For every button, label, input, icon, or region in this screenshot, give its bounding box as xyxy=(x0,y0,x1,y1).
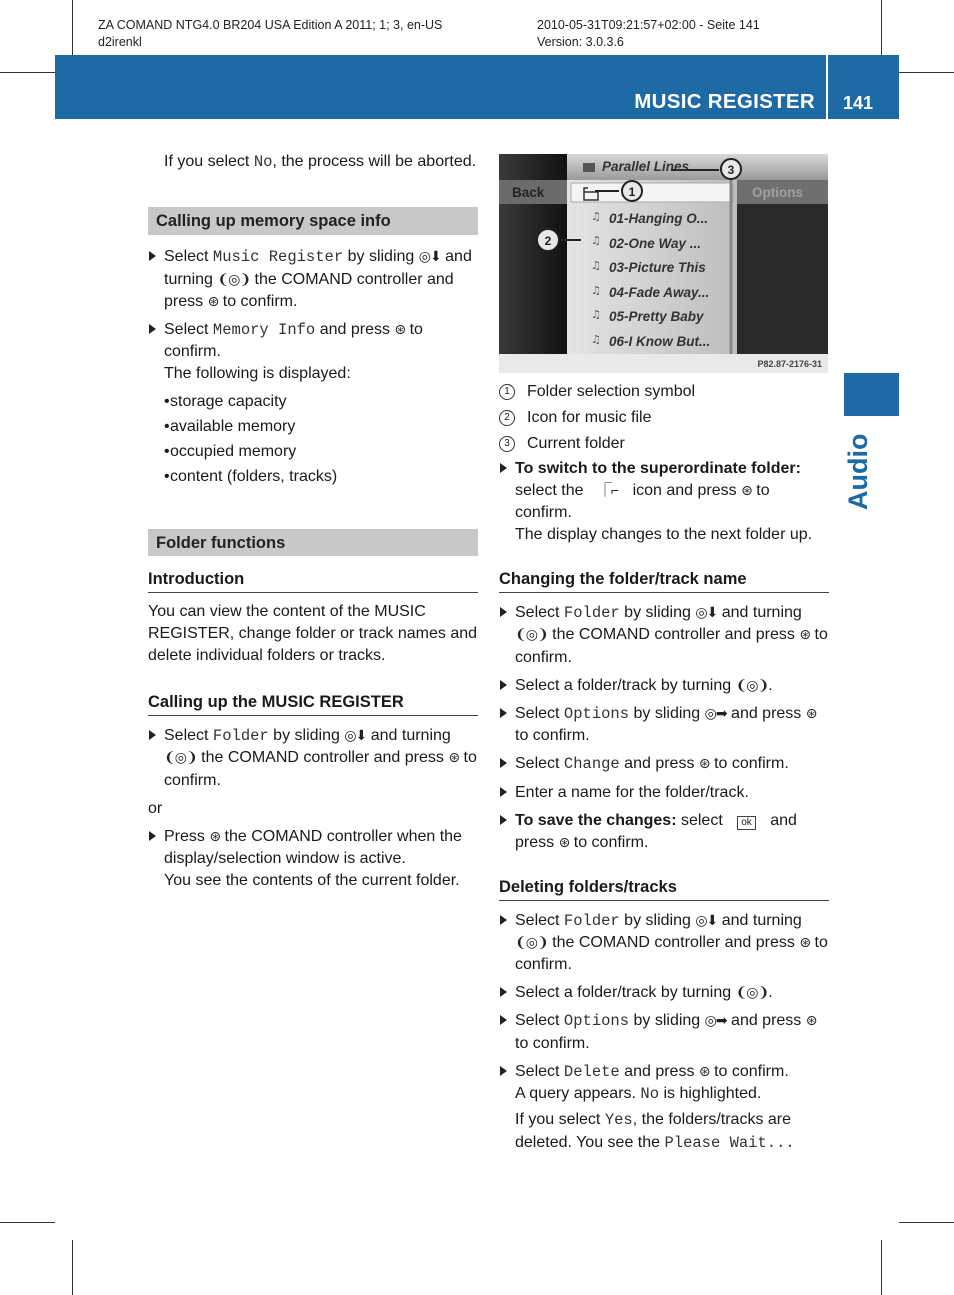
text: If you select xyxy=(164,153,254,170)
text: to confirm. xyxy=(709,755,789,773)
text: , the process will be aborted. xyxy=(272,153,477,170)
crop-mark xyxy=(0,72,55,73)
step-item xyxy=(499,753,829,775)
controller-slide-right-icon: ◎➡ xyxy=(704,1012,727,1029)
subheading-change-name: Changing the folder/track name xyxy=(499,568,829,593)
step-item xyxy=(499,1061,829,1155)
text: and press xyxy=(619,1062,699,1080)
step-item xyxy=(499,703,829,747)
display-text: Options xyxy=(563,1012,630,1031)
print-meta-line: 2010-05-31T09:21:57+02:00 - Seite 141 xyxy=(537,18,760,32)
svg-text:♫: ♫ xyxy=(591,308,601,321)
print-meta-line: Version: 3.0.3.6 xyxy=(537,34,624,49)
step-emphasis: To switch to the superordinate folder: xyxy=(515,460,801,477)
text: the COMAND controller and press xyxy=(547,933,800,951)
step-item: Enter a name for the folder/track. xyxy=(499,782,829,804)
text: the COMAND controller and press xyxy=(196,749,449,767)
text: and press xyxy=(726,704,806,722)
step-item xyxy=(148,725,478,792)
text: the COMAND controller and press xyxy=(164,270,454,310)
display-text: Folder xyxy=(563,604,620,623)
current-folder-name: Parallel Lines xyxy=(602,159,690,174)
list-item: • storage capacity xyxy=(148,391,478,413)
text: If you select xyxy=(515,1111,605,1129)
text: Select xyxy=(515,604,564,622)
track-item[interactable]: 06-I Know But... xyxy=(609,333,711,349)
introduction-text: You can view the content of the MUSIC REGISTER, change folder or track names and delete individual folders or tracks. xyxy=(148,603,478,665)
display-text: Change xyxy=(563,755,620,774)
text: by sliding xyxy=(629,1012,705,1030)
step-note: The following is displayed: xyxy=(164,365,351,383)
controller-turn-icon: ❨◎❩ xyxy=(515,626,548,643)
options-button[interactable]: Options xyxy=(752,185,803,200)
or-separator: or xyxy=(148,799,163,817)
step-note xyxy=(515,1109,829,1154)
callout-label: 1 xyxy=(628,185,636,199)
section-bar-memory-info: Calling up memory space info xyxy=(148,207,478,235)
display-text: Memory Info xyxy=(212,320,316,339)
step-item xyxy=(499,458,829,546)
text: to confirm. xyxy=(569,833,649,851)
text: to confirm. xyxy=(515,482,770,522)
track-item[interactable]: 02-One Way ... xyxy=(609,235,702,251)
display-text: Music Register xyxy=(212,248,344,267)
text: Select a folder/track by turning xyxy=(515,676,736,694)
step-item xyxy=(499,982,829,1004)
folder-up-icon: ⎾⌐ xyxy=(597,482,619,499)
crop-mark xyxy=(899,1222,954,1223)
text: is highlighted. xyxy=(659,1084,762,1102)
text: A query appears. xyxy=(515,1084,641,1102)
text: by sliding xyxy=(343,248,419,266)
legend-number: 1 xyxy=(499,384,515,400)
text: . xyxy=(768,984,773,1002)
controller-turn-icon: ❨◎❩ xyxy=(217,270,251,287)
folder-icon xyxy=(583,163,595,172)
legend-number: 3 xyxy=(499,436,515,452)
controller-press-icon: ⊛ xyxy=(207,292,219,309)
section-bar-folder-functions: Folder functions xyxy=(148,529,478,557)
print-meta-right xyxy=(537,17,760,51)
text: to confirm. xyxy=(164,320,423,361)
chapter-side-label: Audio xyxy=(843,433,873,510)
step-item xyxy=(499,1010,829,1054)
page-number: 141 xyxy=(842,93,873,113)
controller-press-icon: ⊛ xyxy=(394,320,406,337)
controller-slide-down-icon: ◎⬇ xyxy=(695,911,718,928)
text: the COMAND controller and press xyxy=(547,626,800,644)
step-item xyxy=(148,246,478,313)
text: by sliding xyxy=(629,704,705,722)
callout-label: 3 xyxy=(727,163,735,177)
step-item xyxy=(499,810,829,854)
svg-text:♫: ♫ xyxy=(591,259,601,272)
callout-label: 2 xyxy=(544,234,552,248)
text: and turning xyxy=(164,248,472,288)
text: select xyxy=(676,811,728,829)
crop-mark xyxy=(72,0,73,55)
display-text: No xyxy=(640,1084,660,1103)
text: to confirm. xyxy=(218,292,298,310)
subheading-delete: Deleting folders/tracks xyxy=(499,876,829,901)
controller-slide-down-icon: ◎⬇ xyxy=(344,727,367,744)
print-meta-line: ZA COMAND NTG4.0 BR204 USA Edition A 2011; 1; 3, en-US xyxy=(98,18,443,32)
subheading-call-up: Calling up the MUSIC REGISTER xyxy=(148,691,478,716)
crop-mark xyxy=(881,1240,882,1295)
controller-turn-icon: ❨◎❩ xyxy=(735,676,769,693)
controller-press-icon: ⊛ xyxy=(799,933,811,950)
text: and press xyxy=(315,320,395,338)
text: by sliding xyxy=(619,604,696,622)
controller-press-icon: ⊛ xyxy=(448,749,460,766)
subheading-introduction: Introduction xyxy=(148,568,478,593)
text: by sliding xyxy=(268,727,345,745)
text: Select xyxy=(515,1012,564,1030)
chapter-header-band xyxy=(55,55,899,119)
legend-item xyxy=(499,407,829,429)
figure-legend xyxy=(499,381,829,459)
display-text: Yes xyxy=(604,1111,633,1130)
text: to confirm. xyxy=(515,626,828,666)
comand-display-screenshot xyxy=(499,154,828,373)
text: to confirm. xyxy=(709,1062,789,1080)
text: Select xyxy=(515,704,564,722)
legend-text: Current folder xyxy=(527,435,625,453)
controller-slide-down-icon: ◎⬇ xyxy=(695,604,718,621)
text: Select xyxy=(515,911,564,929)
controller-slide-right-icon: ◎➡ xyxy=(704,704,727,721)
step-note: You see the contents of the current folder. xyxy=(164,871,460,889)
text: Select xyxy=(164,320,213,338)
step-emphasis: To save the changes: xyxy=(515,811,677,829)
display-text: Delete xyxy=(563,1062,620,1081)
track-item[interactable]: 05-Pretty Baby xyxy=(609,309,704,325)
text: Press xyxy=(164,827,210,845)
step-note: The display changes to the next folder up. xyxy=(515,526,813,544)
chapter-tab xyxy=(844,373,899,416)
text: to confirm. xyxy=(515,933,828,973)
text: Select a folder/track by turning xyxy=(515,984,736,1002)
legend-text: Icon for music file xyxy=(527,409,652,427)
figure-reference: P82.87-2176-31 xyxy=(757,359,822,369)
crop-mark xyxy=(899,72,954,73)
controller-turn-icon: ❨◎❩ xyxy=(515,933,548,950)
text: , the folders/tracks are deleted. You see the xyxy=(515,1111,792,1151)
svg-text:♫: ♫ xyxy=(591,210,601,223)
text: icon and press xyxy=(628,482,742,500)
controller-slide-down-icon: ◎⬇ xyxy=(418,248,441,265)
text: Select xyxy=(515,1062,564,1080)
chapter-title: MUSIC REGISTER xyxy=(634,90,815,113)
ok-symbol: ok xyxy=(737,816,756,830)
display-text: Please Wait... xyxy=(664,1133,795,1152)
right-column xyxy=(499,458,829,1160)
controller-turn-icon: ❨◎❩ xyxy=(164,749,197,766)
text: and turning xyxy=(717,604,802,622)
step-item xyxy=(148,319,478,386)
text: and press xyxy=(619,755,699,773)
text: select the xyxy=(515,482,588,500)
text: to confirm. xyxy=(164,749,477,789)
print-meta-line: d2irenkl xyxy=(98,34,142,49)
track-item[interactable]: 03-Picture This xyxy=(609,260,706,276)
text: to confirm. xyxy=(515,1034,590,1052)
display-text: Options xyxy=(563,704,630,723)
display-text: Folder xyxy=(563,911,620,930)
text: and press xyxy=(515,811,797,851)
controller-press-icon: ⊛ xyxy=(698,1062,710,1079)
intro-paragraph xyxy=(164,151,478,173)
legend-text: Folder selection symbol xyxy=(527,383,696,400)
svg-text:♫: ♫ xyxy=(591,234,601,247)
track-item[interactable]: 01-Hanging O... xyxy=(609,211,709,226)
legend-number: 2 xyxy=(499,410,515,426)
step-item xyxy=(499,602,829,669)
list-item: • content (folders, tracks) xyxy=(148,466,478,488)
track-item[interactable]: 04-Fade Away... xyxy=(609,284,710,300)
step-item xyxy=(148,826,478,892)
controller-press-icon: ⊛ xyxy=(805,704,817,721)
text: and press xyxy=(726,1012,806,1030)
text: Select xyxy=(164,248,213,266)
text: . xyxy=(768,676,773,694)
left-column xyxy=(148,151,478,898)
step-item xyxy=(499,910,829,977)
controller-press-icon: ⊛ xyxy=(799,626,811,643)
step-item xyxy=(499,675,829,697)
controller-press-icon: ⊛ xyxy=(741,482,752,499)
track-list xyxy=(609,207,710,355)
legend-item xyxy=(499,433,829,455)
crop-mark xyxy=(72,1240,73,1295)
text: and turning xyxy=(717,911,802,929)
text: the COMAND controller when the display/selection window is active. xyxy=(164,827,462,867)
display-text: No xyxy=(253,153,273,171)
svg-text:♫: ♫ xyxy=(591,284,601,297)
display-text: Folder xyxy=(212,727,269,746)
crop-mark xyxy=(881,0,882,55)
header-divider xyxy=(826,55,828,119)
list-item: • available memory xyxy=(148,416,478,438)
controller-press-icon: ⊛ xyxy=(209,827,221,844)
controller-press-icon: ⊛ xyxy=(558,833,570,850)
legend-item xyxy=(499,381,829,403)
crop-mark xyxy=(0,1222,55,1223)
text: to confirm. xyxy=(515,727,590,745)
svg-text:♫: ♫ xyxy=(591,333,601,346)
list-item: • occupied memory xyxy=(148,441,478,463)
text: Select xyxy=(164,727,213,745)
text: by sliding xyxy=(619,911,696,929)
print-meta-left xyxy=(98,17,442,51)
back-button[interactable]: Back xyxy=(512,185,545,200)
controller-turn-icon: ❨◎❩ xyxy=(735,984,769,1001)
controller-press-icon: ⊛ xyxy=(805,1012,817,1029)
text: Select xyxy=(515,755,564,773)
text: and turning xyxy=(366,727,451,745)
step-note xyxy=(515,1083,829,1105)
controller-press-icon: ⊛ xyxy=(698,755,710,772)
